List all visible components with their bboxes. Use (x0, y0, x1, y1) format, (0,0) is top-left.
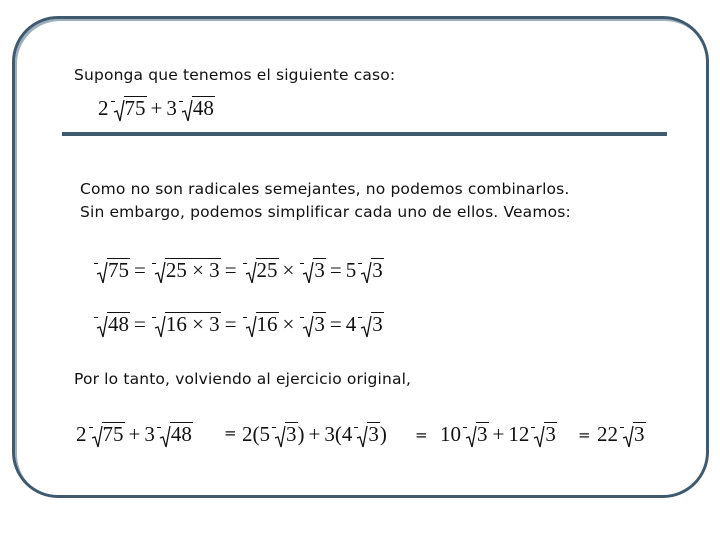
equals-sign-3: = (578, 426, 591, 444)
coef: 10 (440, 422, 461, 446)
radical (242, 258, 279, 283)
equals-sign: = (134, 312, 146, 336)
radical (93, 258, 130, 283)
radicand: 75 (108, 258, 129, 282)
times-sign: × (282, 312, 295, 336)
equals-sign: = (224, 258, 237, 282)
coef: 3 (144, 422, 155, 446)
equals-sign-2: = (415, 426, 428, 444)
radicand: 3 (314, 312, 325, 336)
radicand: 25 (256, 258, 278, 282)
divider-rule (62, 132, 667, 136)
radicand: 3 (634, 422, 645, 446)
radicand: 25 × 3 (165, 258, 220, 282)
radical (619, 422, 646, 447)
radical (357, 312, 384, 337)
final-original (76, 422, 193, 447)
plus-sign: + (128, 422, 141, 446)
plus-sign: + (150, 96, 163, 120)
intro-text: Suponga que tenemos el siguiente caso: (74, 66, 396, 84)
coef: 22 (597, 422, 618, 446)
explanation-line-1: Como no son radicales semejantes, no podemos combinarlos. (80, 180, 570, 198)
radicand: 75 (102, 422, 124, 446)
equals-sign: = (224, 312, 237, 336)
radical (353, 422, 380, 447)
equals-sign-1: = (224, 424, 237, 442)
times-sign: × (282, 258, 295, 282)
radical (110, 96, 147, 121)
coef: 5 (345, 258, 357, 282)
equals-sign: = (329, 258, 342, 282)
radical (299, 312, 326, 337)
equals-sign: = (329, 312, 342, 336)
radicand: 3 (286, 422, 297, 446)
conclusion-text: Por lo tanto, volviendo al ejercicio original, (74, 370, 412, 388)
radicand: 3 (372, 258, 383, 282)
radical (462, 422, 489, 447)
radical (156, 422, 193, 447)
coef: 3 (324, 422, 335, 446)
simplification-75 (92, 258, 384, 283)
plus-sign: + (308, 422, 321, 446)
radical (299, 258, 326, 283)
coef: 2 (98, 96, 109, 120)
coef: 2 (76, 422, 87, 446)
radical (93, 312, 130, 337)
radical (178, 96, 215, 121)
simplification-48 (92, 312, 384, 337)
radical (88, 422, 125, 447)
coef: 3 (166, 96, 177, 120)
equals-sign: = (134, 258, 146, 282)
radical (530, 422, 557, 447)
radical (151, 258, 221, 283)
coef: 2 (242, 422, 253, 446)
radical (271, 422, 298, 447)
radicand: 48 (192, 96, 214, 120)
radical (357, 258, 384, 283)
final-step-3 (597, 422, 646, 447)
radicand: 3 (372, 312, 383, 336)
coef: 12 (508, 422, 530, 446)
coef: 5 (259, 422, 270, 446)
radicand: 3 (545, 422, 556, 446)
radicand: 16 × 3 (165, 312, 220, 336)
radicand: 3 (477, 422, 488, 446)
radicand: 16 (256, 312, 278, 336)
radicand: 3 (368, 422, 379, 446)
final-step-1: 2(5 3) + 3(4 3) (242, 422, 387, 446)
original-expression (98, 96, 215, 121)
plus-sign: + (492, 422, 505, 446)
radical (151, 312, 221, 337)
radical (242, 312, 279, 337)
radicand: 75 (124, 96, 146, 120)
final-step-2 (440, 422, 557, 447)
radicand: 3 (314, 258, 325, 282)
radicand: 48 (108, 312, 129, 336)
coef: 4 (341, 422, 353, 446)
radicand: 48 (170, 422, 192, 446)
explanation-line-2: Sin embargo, podemos simplificar cada uno de ellos. Veamos: (80, 203, 571, 221)
coef: 4 (345, 312, 357, 336)
